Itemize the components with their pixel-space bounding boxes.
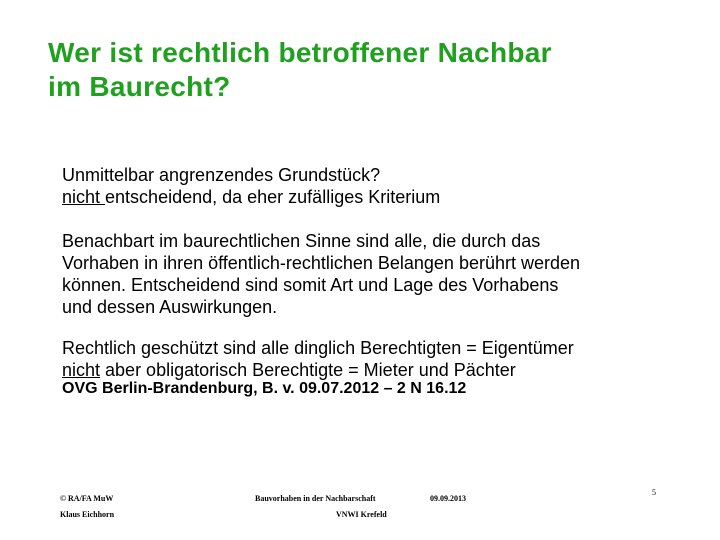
slide-title [48,36,688,104]
paragraph-neighbor-definition [62,230,662,318]
paragraph-line: Unmittelbar angrenzendes Grundstück? [62,165,381,185]
court-citation: OVG Berlin-Brandenburg, B. v. 09.07.2012 – 2 N 16.12 [62,380,467,397]
slide-title-line-1: Wer ist rechtlich betroffener Nachbar [48,37,552,68]
footer-copyright: © RA/FA MuW [60,494,114,503]
underlined-text: nicht [62,360,101,380]
paragraph-line: und dessen Auswirkungen. [62,297,278,317]
paragraph-line: können. Entscheidend sind somit Art und Lage des Vorhabens [62,275,559,295]
paragraph-line [62,186,662,208]
paragraph-line: Benachbart im baurechtlichen Sinne sind alle, die durch das [62,231,541,251]
footer-topic: Bauvorhaben in der Nachbarschaft [255,494,376,503]
paragraph-line: Rechtlich geschützt sind alle dinglich Berechtigten = Eigentümer [62,338,574,358]
footer-organization: VNWI Krefeld [336,510,387,519]
footer-date: 09.09.2013 [430,494,466,503]
paragraph-text: entscheidend, da eher zufälliges Kriterium [105,187,441,207]
underlined-text: nicht [62,187,106,207]
paragraph-legal-protection [62,337,662,381]
paragraph-line: Vorhaben in ihren öffentlich-rechtlichen Belangen berührt werden [62,253,581,273]
page-number: 5 [652,488,656,497]
paragraph-neighbor-plot [62,164,662,208]
slide-title-line-2: im Baurecht? [48,71,231,102]
footer-author: Klaus Eichhorn [60,510,115,519]
paragraph-text: aber obligatorisch Berechtigte = Mieter und Pächter [100,360,516,380]
